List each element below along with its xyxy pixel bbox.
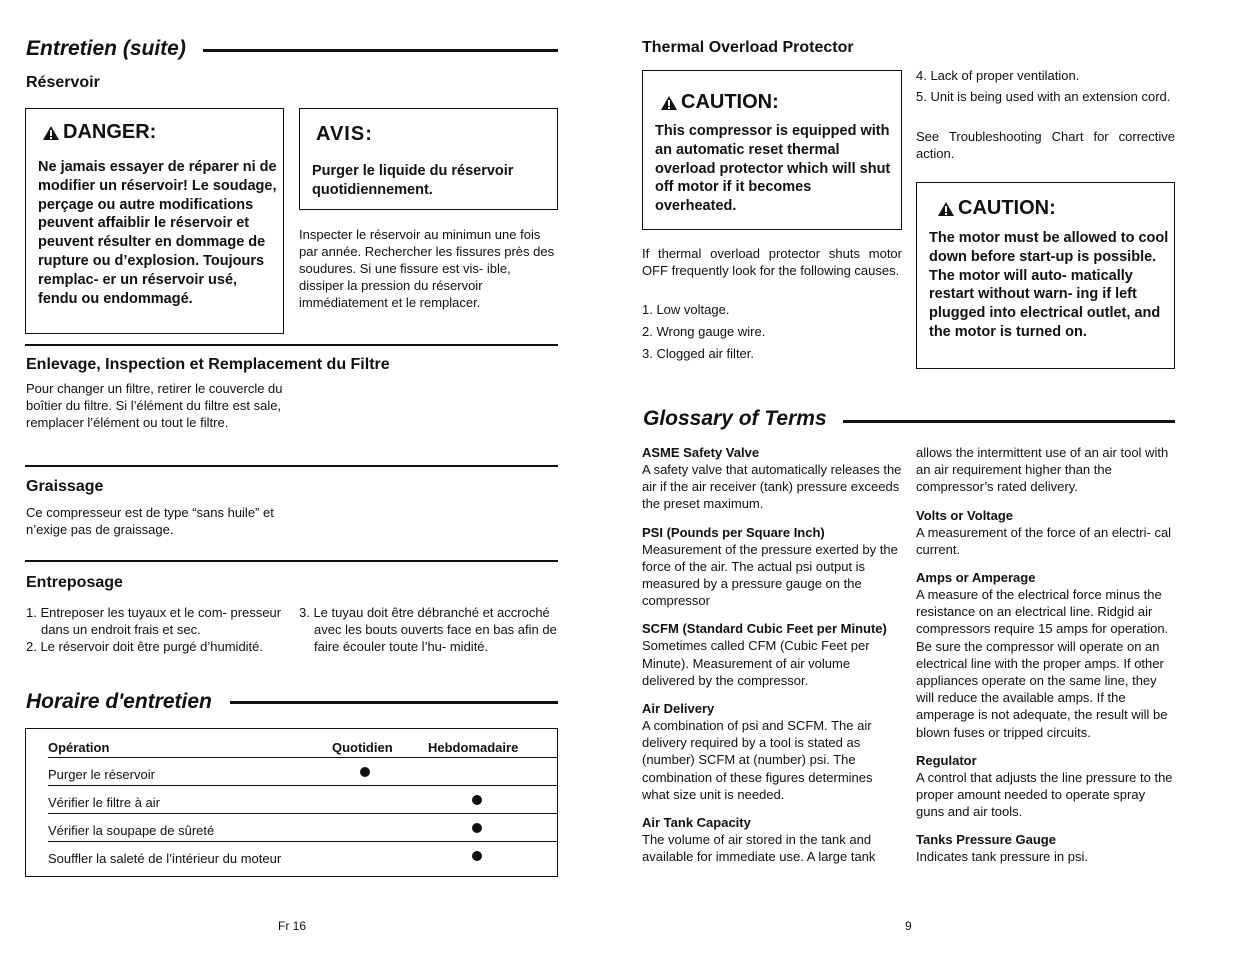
caution-title	[660, 91, 779, 114]
glossary-entry	[642, 444, 902, 513]
schedule-table	[25, 728, 558, 877]
row-op: Souffler la saleté de l’intérieur du moteur	[48, 851, 282, 866]
storage-list-2	[299, 604, 558, 655]
title-rule	[843, 420, 1175, 423]
storage-list-1	[26, 604, 288, 655]
see-chart-text: See Troubleshooting Chart for corrective action.	[916, 129, 1175, 161]
glossary-col-2	[916, 444, 1175, 866]
list-item: 5. Unit is being used with an extension cord.	[916, 89, 1171, 104]
glossary-term: Air Tank Capacity	[642, 815, 751, 831]
grease-heading: Graissage	[26, 478, 104, 495]
weekly-dot	[472, 851, 482, 861]
glossary-term: PSI (Pounds per Square Inch)	[642, 524, 825, 540]
caution-box-2	[916, 182, 1175, 369]
glossary-entry	[916, 507, 1175, 558]
glossary-term: Regulator	[916, 752, 977, 768]
caution-text: This compressor is equipped with an automatic reset thermal overload protector which will shut off motor if it becomes overheated.	[655, 123, 891, 215]
filter-text: Pour changer un filtre, retirer le couvercle du boîtier du filtre. Si l’élément du filtre est sale, remplacer l’élément ou tout le filtre.	[26, 381, 283, 430]
danger-box	[25, 108, 284, 334]
grease-text: Ce compresseur est de type “sans huile” et n’exige pas de graissage.	[26, 505, 274, 537]
page-number-right: 9	[905, 919, 912, 933]
causes-list-2	[916, 67, 1175, 105]
glossary-entry	[642, 814, 902, 865]
glossary-entry	[642, 524, 902, 610]
warning-triangle-icon	[660, 95, 678, 111]
caution-title	[937, 197, 1056, 220]
page-number-left: Fr 16	[278, 919, 307, 933]
schedule-title: Horaire d'entretien	[26, 690, 212, 713]
section-title-entretien: Entretien (suite)	[26, 37, 186, 60]
glossary-term: Air Delivery	[642, 701, 715, 717]
glossary-def: A measure of the electrical force minus the resistance on an electrical line. Ridgid air compressors require 15 amps for operation. Be sure the compressor will operate on an electrical line with the proper amps. If other appliances operate on the same line, they will reduce the available amps. If the amperage is not adequate, the result will be blown fuses or tripped circuits.	[916, 587, 1169, 740]
table-header	[48, 729, 557, 758]
glossary-def: Sometimes called CFM (Cubic Feet per Minute). Measurement of air volume delivered by the compressor.	[642, 638, 870, 688]
glossary-def: A safety valve that automatically releases the air if the air receiver (tank) pressure exceeds the preset maximum.	[642, 462, 902, 512]
caution-text: The motor must be allowed to cool down before start-up is possible. The motor will auto- matically restart without warn- ing if left plugged into electrical outlet, and the motor is turned on.	[929, 230, 1169, 340]
glossary-title: Glossary of Terms	[643, 407, 827, 430]
caution-label: CAUTION:	[958, 197, 1056, 219]
daily-dot	[360, 767, 370, 777]
glossary-entry	[642, 620, 902, 689]
glossary-term: Volts or Voltage	[916, 507, 1014, 523]
table-row	[48, 813, 557, 842]
danger-text: Ne jamais essayer de réparer ni de modifier un réservoir! Le soudage, perçage ou autre modifications peuvent affaiblir le réservoir et peuvent résulter en dommage de rupture ou d’explosion. Toujours remplac- er un réservoir usé, fendu ou endommagé.	[38, 159, 277, 307]
glossary-term: Amps or Amperage	[916, 570, 1036, 586]
list-item: 1. Low voltage.	[642, 302, 730, 317]
list-item: 3. Clogged air filter.	[642, 346, 755, 361]
danger-label: DANGER:	[63, 121, 157, 143]
weekly-dot	[472, 795, 482, 805]
col-operation: Opération	[48, 740, 110, 755]
divider	[25, 465, 558, 467]
filter-heading: Enlevage, Inspection et Remplacement du Filtre	[26, 356, 390, 373]
divider	[25, 344, 558, 346]
divider	[25, 560, 558, 562]
list-item: 2. Wrong gauge wire.	[642, 324, 766, 339]
table-row	[48, 785, 557, 814]
list-item: 1. Entreposer les tuyaux et le com- presseur dans un endroit frais et sec.	[26, 605, 282, 637]
reservoir-heading: Réservoir	[26, 74, 100, 91]
table-row	[48, 841, 557, 869]
warning-triangle-icon	[42, 125, 60, 141]
avis-box	[299, 108, 558, 210]
list-item: 4. Lack of proper ventilation.	[916, 68, 1080, 83]
row-op: Vérifier la soupape de sûreté	[48, 823, 215, 838]
danger-title	[42, 121, 156, 144]
glossary-def: A control that adjusts the line pressure to the proper amount needed to operate spray guns and air tools.	[916, 769, 1173, 820]
warning-triangle-icon	[937, 201, 955, 217]
table-row	[48, 757, 557, 786]
glossary-def: The volume of air stored in the tank and available for immediate use. A large tank	[642, 832, 876, 865]
row-op: Vérifier le filtre à air	[48, 795, 160, 810]
title-rule	[230, 701, 558, 704]
storage-heading: Entreposage	[26, 574, 123, 591]
col-daily: Quotidien	[332, 740, 393, 755]
glossary-entry	[916, 752, 1175, 821]
glossary-entry	[916, 831, 1175, 865]
weekly-dot	[472, 823, 482, 833]
glossary-def: A measurement of the force of an electri- cal current.	[916, 524, 1172, 557]
glossary-entry	[916, 569, 1175, 741]
glossary-def: A combination of psi and SCFM. The air delivery required by a tool is stated as (number) SCFM at (number) psi. The combination of these figures determines what size unit is needed.	[642, 718, 873, 802]
glossary-term: SCFM (Standard Cubic Feet per Minute)	[642, 621, 887, 637]
title-rule	[203, 49, 558, 52]
avis-text: Purger le liquide du réservoir quotidiennement.	[312, 163, 514, 198]
thermal-heading: Thermal Overload Protector	[642, 39, 854, 56]
inspect-text: Inspecter le réservoir au minimun une fois par année. Rechercher les fissures près des soudures. Si une fissure est vis- ible, dissiper la pression du réservoir immédiatement et le remplacer.	[299, 227, 555, 310]
caution-label: CAUTION:	[681, 91, 779, 113]
glossary-def-continued: allows the intermittent use of an air tool with an air requirement higher than the compressor’s rated delivery.	[916, 445, 1169, 495]
glossary-def: Indicates tank pressure in psi.	[916, 849, 1088, 865]
thermal-intro: If thermal overload protector shuts motor OFF frequently look for the following causes.	[642, 246, 902, 278]
glossary-col-1	[642, 444, 902, 865]
glossary-entry	[642, 700, 902, 803]
glossary-def: Measurement of the pressure exerted by the force of the air. The actual psi output is measured by a pressure gauge on the compressor	[642, 541, 898, 609]
list-item: 3. Le tuyau doit être débranché et accroché avec les bouts ouverts face en bas afin de faire écouler toute l’hu- midité.	[299, 605, 557, 654]
list-item: 2. Le réservoir doit être purgé d’humidité.	[26, 639, 264, 654]
avis-title: AVIS:	[316, 123, 373, 145]
glossary-term: Tanks Pressure Gauge	[916, 832, 1056, 848]
row-op: Purger le réservoir	[48, 767, 155, 782]
causes-list-1	[642, 301, 902, 362]
glossary-term: ASME Safety Valve	[642, 445, 760, 460]
caution-box-1	[642, 70, 902, 230]
col-weekly: Hebdomadaire	[428, 740, 519, 755]
